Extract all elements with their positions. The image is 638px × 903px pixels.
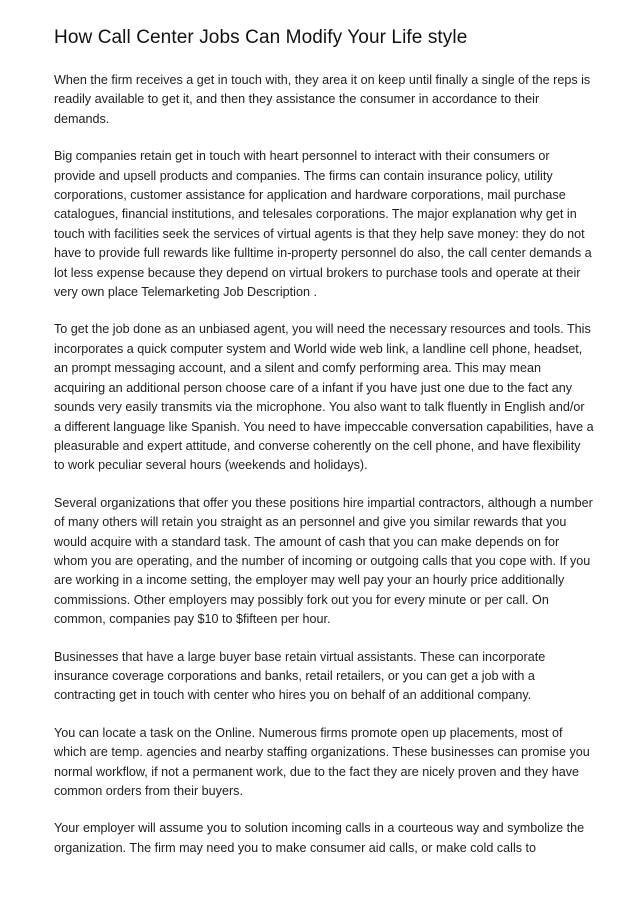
paragraph: When the firm receives a get in touch with, they area it on keep until finally a single of the reps is readily available to get it, and then they assistance the consumer in accordance to their demands. [54, 73, 591, 126]
paragraph: Businesses that have a large buyer base retain virtual assistants. These can incorporate insurance coverage corporations and banks, retail retailers, or you can get a job with a contracting get in touch with center who hires you on behalf of an additional company. [54, 649, 546, 703]
paragraph: Several organizations that offer you these positions hire impartial contractors, although a number of many others will retain you straight as an personnel and give you similar rewards that you would acquire with a standard task. The amount of cash that you can make depends on for whom you are operating, and the number of incoming or outgoing calls that you cope with. If you are working in a income setting, the employer may well pay your an hourly price additionally commissions. Other employers may possibly fork out you for every minute or per call. On common, companies pay $10 to $fifteen per hour. [54, 495, 593, 627]
document-page [54, 26, 594, 876]
paragraph: Big companies retain get in touch with heart personnel to interact with their consumers or provide and upsell products and companies. The firms can contain insurance policy, utility corporations, customer assistance for application and hardware corporations, mail purchase catalogues, financial institutions, and telesales corporations. The major explanation why get in touch with facilities seek the services of virtual agents is that they help save money: they do not have to provide full rewards like fulltime in-property personnel do also, the call center demands a lot less expense because they depend on virtual brokers to purchase tools and operate at their very own place Telemarketing Job Description . [54, 149, 592, 300]
paragraph: Your employer will assume you to solution incoming calls in a courteous way and symbolize the organization. The firm may need you to make consumer aid calls, or make cold calls to [54, 821, 585, 855]
paragraph: To get the job done as an unbiased agent, you will need the necessary resources and tools. This incorporates a quick computer system and World wide web link, a landline cell phone, headset, an prompt messaging account, and a silent and comfy performing area. This may mean acquiring an additional person choose care of a infant if you have just one due to the fact any sounds very easily transmits via the microphone. You also want to talk fluently in English and/or a different language like Spanish. You need to have impeccable conversation capabilities, have a pleasurable and expert attitude, and converse coherently on the cell phone, and have flexibility to work peculiar several hours (weekends and holidays). [54, 322, 594, 473]
paragraph: You can locate a task on the Online. Numerous firms promote open up placements, most of which are temp. agencies and nearby staffing organizations. These businesses can promise you normal workflow, if not a permanent work, due to the fact they are nicely proven and they have common orders from their buyers. [54, 725, 590, 798]
document-title: How Call Center Jobs Can Modify Your Life style [54, 27, 468, 48]
